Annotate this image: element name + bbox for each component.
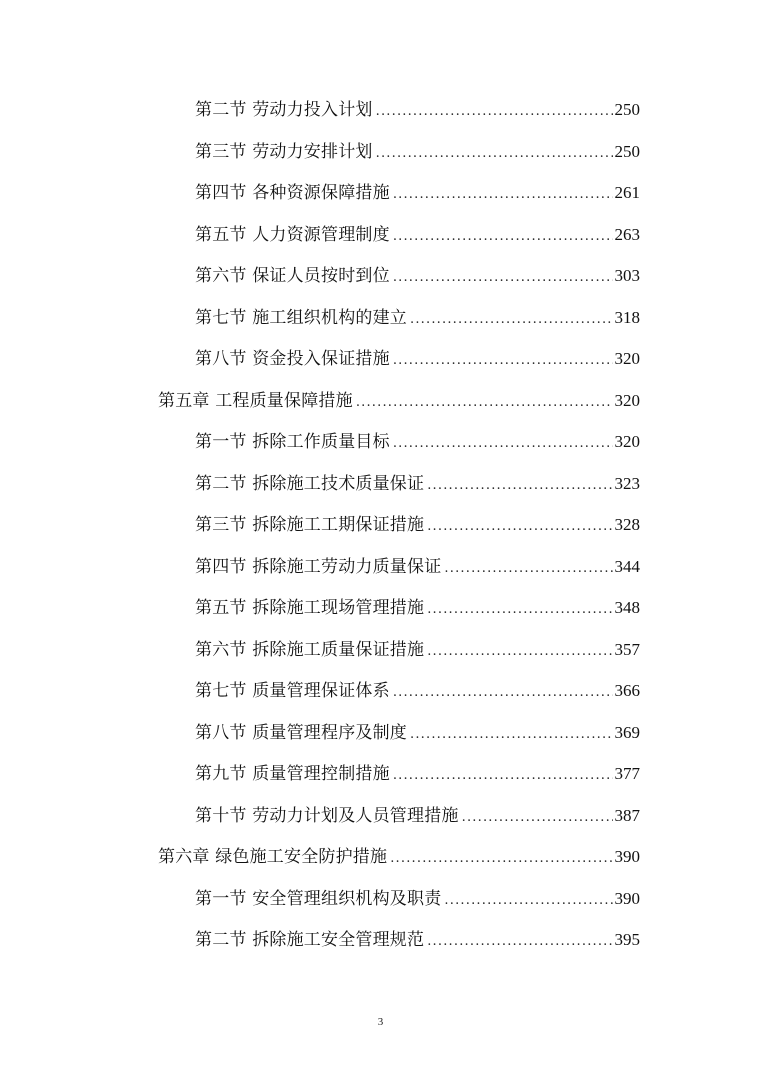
toc-dot-leader [393,174,613,216]
toc-section-entry[interactable] [0,546,761,588]
toc-entry-page: 320 [614,349,640,368]
toc-entry-page: 344 [614,556,640,576]
toc-dot-leader [444,548,612,590]
toc-entry-page: 366 [614,681,640,700]
toc-entry-title: 第六章 绿色施工安全防护措施 [158,847,388,867]
toc-section-entry[interactable] [0,919,761,961]
toc-entry-title: 第八节 质量管理程序及制度 [195,722,408,743]
toc-entry-page: 377 [614,764,640,783]
toc-section-entry[interactable] [0,421,761,463]
toc-section-entry[interactable] [0,878,761,920]
toc-entry-title: 第四节 拆除施工劳动力质量保证 [195,556,442,577]
toc-entry-page: 320 [614,390,640,410]
toc-entry-title: 第六节 拆除施工质量保证措施 [195,639,425,660]
toc-dot-leader [393,423,613,465]
toc-section-entry[interactable] [0,712,761,754]
toc-entry-page: 348 [614,598,640,617]
toc-dot-leader [393,216,613,258]
toc-entry-title: 第三节 劳动力安排计划 [195,141,373,162]
toc-entry-page: 328 [614,515,640,534]
toc-section-entry[interactable] [0,753,761,795]
toc-dot-leader [427,465,612,507]
toc-dot-leader [410,299,612,341]
toc-entry-title: 第九节 质量管理控制措施 [195,764,390,784]
toc-dot-leader [393,257,613,299]
toc-chapter-entry[interactable] [0,836,761,878]
toc-section-entry[interactable] [0,670,761,712]
toc-entry-title: 第六节 保证人员按时到位 [195,266,390,286]
toc-dot-leader [410,714,612,756]
toc-entry-title: 第五节 人力资源管理制度 [195,224,390,245]
toc-section-entry[interactable] [0,795,761,837]
toc-entry-page: 250 [614,141,640,161]
toc-entry-title: 第十节 劳动力计划及人员管理措施 [195,805,459,826]
toc-entry-title: 第四节 各种资源保障措施 [195,183,390,203]
toc-dot-leader [390,838,612,880]
toc-entry-title: 第七节 施工组织机构的建立 [195,307,408,328]
toc-entry-title: 第七节 质量管理保证体系 [195,681,390,701]
toc-entry-title: 第二节 拆除施工技术质量保证 [195,473,425,494]
toc-dot-leader [427,921,612,963]
toc-entry-title: 第五章 工程质量保障措施 [158,390,353,411]
toc-dot-leader [427,506,612,548]
toc-section-entry[interactable] [0,338,761,380]
toc-entry-page: 263 [614,224,640,244]
toc-section-entry[interactable] [0,214,761,256]
toc-entry-title: 第二节 拆除施工安全管理规范 [195,930,425,950]
toc-entry-page: 395 [614,930,640,949]
toc-section-entry[interactable] [0,172,761,214]
toc-entry-title: 第一节 拆除工作质量目标 [195,432,390,452]
toc-entry-page: 390 [614,888,640,908]
toc-entry-page: 318 [614,307,640,327]
toc-dot-leader [427,631,612,673]
toc-entry-page: 369 [614,722,640,742]
toc-entry-page: 303 [614,266,640,285]
toc-dot-leader [462,797,613,839]
toc-section-entry[interactable] [0,463,761,505]
toc-section-entry[interactable] [0,89,761,131]
toc-entry-page: 390 [614,847,640,866]
page-number: 3 [377,1016,384,1028]
toc-dot-leader [444,880,612,922]
toc-dot-leader [376,91,613,133]
toc-entry-title: 第一节 安全管理组织机构及职责 [195,888,442,909]
toc-section-entry[interactable] [0,297,761,339]
toc-section-entry[interactable] [0,587,761,629]
toc-entry-title: 第二节 劳动力投入计划 [195,100,373,120]
toc-dot-leader [393,340,613,382]
toc-entry-page: 320 [614,432,640,451]
toc-section-entry[interactable] [0,131,761,173]
toc-entry-page: 357 [614,639,640,659]
toc-entry-page: 323 [614,473,640,493]
toc-entry-page: 387 [614,805,640,825]
toc-entry-title: 第八节 资金投入保证措施 [195,349,390,369]
toc-dot-leader [376,133,613,175]
toc-entry-title: 第五节 拆除施工现场管理措施 [195,598,425,618]
table-of-contents [0,89,761,961]
toc-section-entry[interactable] [0,629,761,671]
toc-dot-leader [356,382,613,424]
toc-chapter-entry[interactable] [0,380,761,422]
toc-section-entry[interactable] [0,255,761,297]
toc-entry-page: 261 [614,183,640,202]
toc-dot-leader [427,589,612,631]
toc-dot-leader [393,755,613,797]
toc-dot-leader [393,672,613,714]
toc-entry-page: 250 [614,100,640,119]
toc-entry-title: 第三节 拆除施工工期保证措施 [195,515,425,535]
toc-section-entry[interactable] [0,504,761,546]
